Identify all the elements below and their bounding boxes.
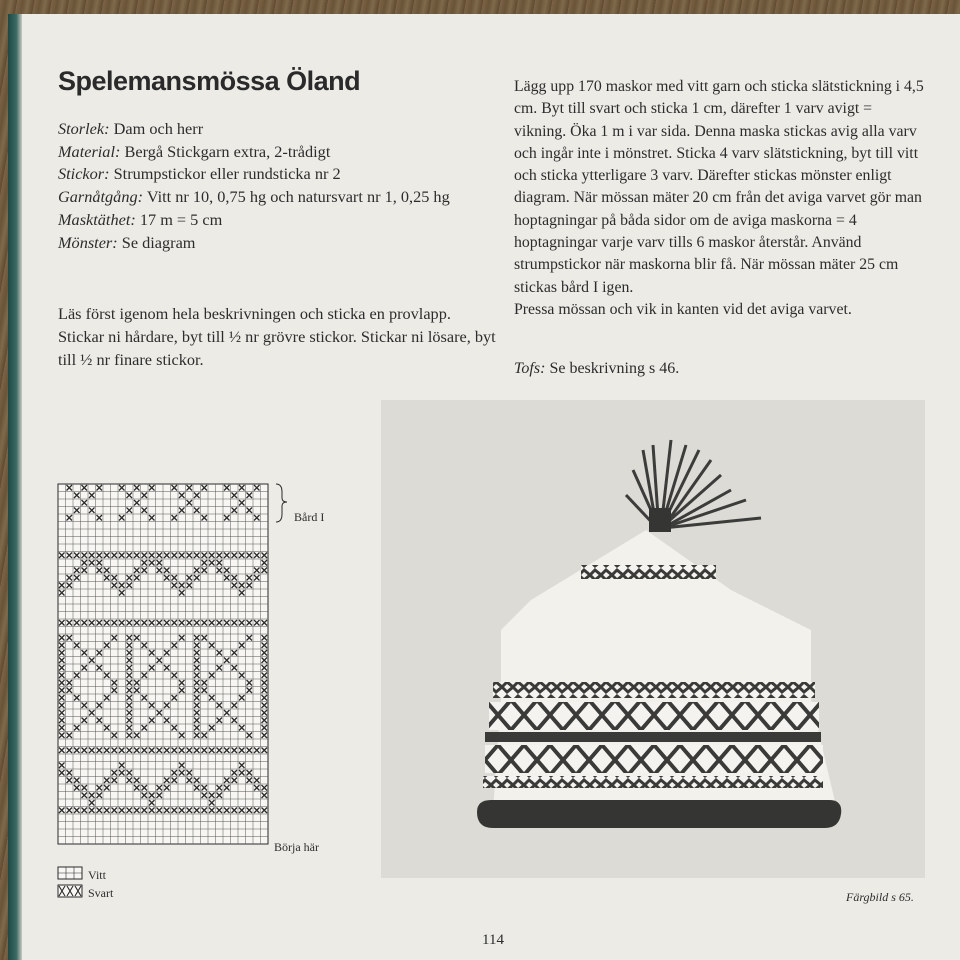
instructions-text: Lägg upp 170 maskor med vitt garn och sticka slätstickning i 4,5 cm. Byt till svart och sticka 1 cm, därefter 1 varv avigt = vikning. Öka 1 m i var sida. Denna maska stickas avig alla varv och ingår inte i mönstret. Sticka 4 varv slätstickning, byt till vitt och sticka ytterligare 3 varv. Därefter stickas mönster enligt diagram. När mössan mäter 20 cm från det aviga varvet gör man hoptagningar på båda sidor om de aviga maskorna = 4 hoptagningar varje varv tills 6 maskor återstår. Använd strumpstickor när maskorna blir få. När mössan mäter 25 cm stickas bård I igen. bbox=[514, 78, 924, 296]
tassel bbox=[626, 440, 761, 530]
spec-list bbox=[58, 118, 498, 254]
hat-illustration bbox=[381, 400, 925, 878]
instructions-text-2: Pressa mössan och vik in kanten vid det aviga varvet. bbox=[514, 300, 852, 318]
start-label: Börja här bbox=[274, 840, 319, 854]
legend-white-label: Vitt bbox=[88, 868, 106, 882]
spec-size: Storlek: Dam och herr bbox=[58, 119, 204, 138]
bard-label: Bård I bbox=[294, 510, 325, 524]
book-page bbox=[8, 14, 960, 960]
knitting-chart bbox=[54, 482, 374, 907]
tofs-note: Tofs: Se beskrivning s 46. bbox=[514, 360, 680, 377]
spec-material: Material: Bergå Stickgarn extra, 2-trådigt bbox=[58, 141, 331, 161]
legend-black-label: Svart bbox=[88, 886, 114, 900]
spec-gauge: Masktäthet: 17 m = 5 cm bbox=[58, 209, 223, 229]
spec-needles: Stickor: Strumpstickor eller rundsticka nr 2 bbox=[58, 164, 341, 184]
chart-grid bbox=[54, 482, 374, 902]
intro-paragraph: Läs först igenom hela beskrivningen och sticka en provlapp. Stickar ni hårdare, byt till ½ nr grövre stickor. Stickar ni lösare, byt till ½ nr finare stickor. bbox=[58, 304, 496, 369]
instructions-column bbox=[514, 76, 926, 321]
book-spine bbox=[8, 14, 22, 960]
spec-pattern: Mönster: Se diagram bbox=[58, 232, 196, 252]
page-number: 114 bbox=[482, 932, 504, 948]
spec-yarn: Garnåtgång: Vitt nr 10, 0,75 hg och natursvart nr 1, 0,25 hg bbox=[58, 187, 450, 207]
pattern-title: Spelemansmössa Öland bbox=[58, 66, 361, 96]
hat-photo bbox=[381, 400, 925, 878]
photo-caption: Färgbild s 65. bbox=[846, 890, 914, 904]
